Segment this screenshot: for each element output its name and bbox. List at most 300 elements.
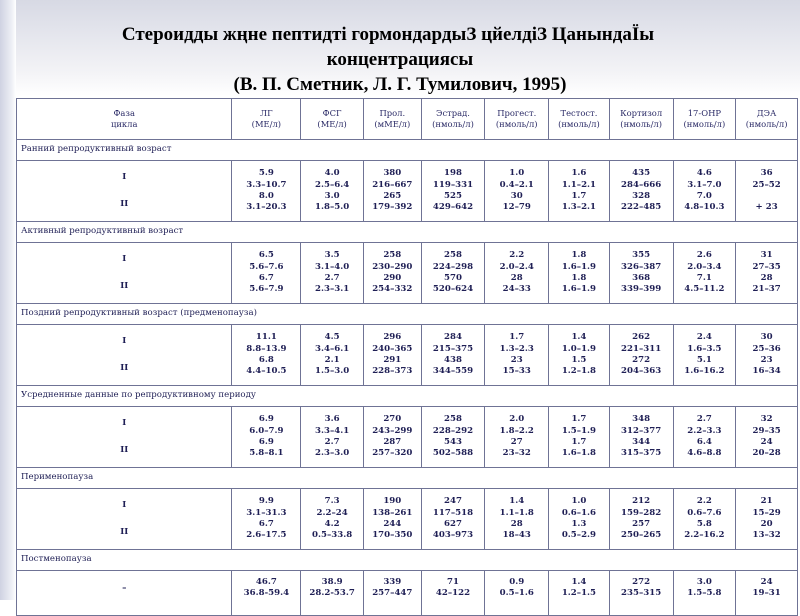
section-row (17, 304, 798, 325)
cell-value: 15–29 (752, 507, 781, 518)
cell-value (736, 191, 797, 202)
cell-value: 228–373 (372, 366, 413, 377)
cell-value: 1.0 (571, 496, 587, 507)
cell-value: 258 (383, 250, 402, 261)
cell-value: 1.8 (571, 250, 587, 261)
column-unit: (нмоль/л) (745, 119, 788, 129)
cell-value: 1.5–3.0 (315, 366, 350, 377)
phase-cell (17, 325, 232, 386)
column-name: Эстрад. (436, 107, 470, 118)
cell-value: 240–365 (372, 343, 413, 354)
value-cell (232, 243, 301, 304)
column-header (609, 99, 673, 140)
cell-value: 502–588 (432, 448, 474, 459)
column-header (301, 99, 364, 140)
cell-value: 42–122 (435, 588, 471, 599)
value-cell (485, 489, 549, 550)
phase-label: I (122, 417, 127, 428)
cell-value: 2.2–3.3 (687, 425, 722, 436)
cell-value: 3.1–4.0 (315, 261, 350, 272)
phase-label: I (122, 171, 127, 182)
cell-value: 344–559 (432, 366, 474, 377)
cell-value: 13–32 (752, 530, 781, 541)
column-name: Прол. (379, 107, 406, 118)
cell-value: 212 (632, 496, 651, 507)
value-cell (421, 571, 485, 616)
cell-value: 2.5–6.4 (315, 179, 350, 190)
section-title: Усредненные данные по репродуктивному периоду (17, 386, 798, 407)
value-cell (485, 243, 549, 304)
cell-value: 7.3 (324, 496, 340, 507)
cell-value: 117–518 (432, 507, 474, 518)
cell-value: 258 (444, 250, 462, 261)
cell-value: 380 (383, 168, 402, 179)
cell-value: 4.5–11.2 (684, 284, 725, 295)
cell-value: 216–667 (372, 179, 413, 190)
cell-value: 30 (510, 191, 523, 201)
value-cell (301, 325, 364, 386)
cell-value: 6.4 (696, 437, 712, 447)
column-header (549, 99, 610, 140)
value-cell (485, 571, 549, 616)
cell-value: 2.6–17.5 (246, 530, 287, 541)
cell-value: 20–28 (752, 448, 781, 459)
cell-value: 6.5 (258, 250, 274, 261)
cell-value: 1.7 (509, 332, 525, 343)
cell-value: 8.8–13.9 (246, 343, 287, 354)
cell-value: 2.0 (509, 414, 525, 425)
value-cell (549, 571, 610, 616)
cell-value: 221–311 (621, 343, 662, 354)
column-unit: (МЕ/л) (317, 119, 347, 129)
cell-value: 1.3–2.3 (499, 343, 534, 354)
cell-value: 1.4 (509, 496, 525, 507)
cell-value: 339–399 (621, 284, 662, 295)
cell-value: 19–31 (752, 588, 781, 599)
value-cell (549, 243, 610, 304)
cell-value: 1.7 (571, 414, 587, 425)
section-row (17, 386, 798, 407)
cell-value: 3.3–10.7 (246, 179, 287, 190)
column-name: ЛГ (260, 107, 273, 118)
cell-value: 23–32 (502, 448, 531, 459)
cell-value: 23 (510, 355, 523, 365)
cell-value: 6.7 (258, 519, 274, 529)
cell-value: 1.5 (571, 355, 587, 365)
value-cell (549, 161, 610, 222)
cell-value: 5.1 (696, 355, 712, 365)
cell-value: 627 (444, 519, 462, 529)
value-cell (363, 325, 421, 386)
section-title: Поздний репродуктивный возраст (предменопауза) (17, 304, 798, 325)
section-title: Постменопауза (17, 550, 798, 571)
cell-value: 1.6–1.9 (561, 284, 597, 295)
cell-value: 287 (383, 437, 402, 447)
cell-value: 0.6–1.6 (561, 507, 597, 518)
value-cell (363, 489, 421, 550)
value-cell (736, 243, 798, 304)
cell-value: 27–35 (752, 261, 781, 272)
cell-value: 265 (383, 191, 402, 201)
value-cell (421, 489, 485, 550)
cell-value: 36.8-59.4 (243, 588, 290, 599)
cell-value: 1.1–2.1 (561, 179, 597, 190)
cell-value: 0.5–33.8 (312, 530, 353, 541)
cell-value: 6.9 (258, 414, 274, 425)
value-cell (421, 407, 485, 468)
cell-value: 71 (447, 577, 459, 587)
cell-value: 190 (383, 496, 402, 507)
value-cell (736, 571, 798, 616)
cell-value: 5.8 (696, 519, 712, 529)
cell-value: 355 (632, 250, 651, 261)
column-header (232, 99, 301, 140)
table-row (17, 325, 798, 386)
cell-value: 543 (444, 437, 462, 447)
cell-value: 326–387 (621, 261, 662, 272)
title-line-2: концентрациясы (326, 49, 474, 70)
cell-value: 1.0 (509, 168, 525, 179)
cell-value: 1.5–5.8 (687, 588, 722, 599)
column-header (17, 99, 232, 140)
phase-cell (17, 571, 232, 616)
cell-value: 222–485 (621, 202, 662, 213)
cell-value: 339 (383, 577, 402, 587)
phase-label: II (120, 363, 129, 373)
cell-value: 4.8–10.3 (684, 202, 725, 213)
cell-value: 296 (383, 332, 402, 343)
cell-value: 2.3–3.1 (315, 284, 350, 295)
cell-value: 284 (444, 332, 462, 343)
column-unit: цикла (110, 119, 138, 129)
cell-value: 258 (444, 414, 462, 425)
cell-value: 254–332 (372, 284, 413, 295)
cell-value: 0.4–2.1 (499, 179, 534, 190)
column-unit: (нмоль/л) (620, 119, 662, 129)
cell-value: 31 (760, 250, 773, 261)
phase-cell (17, 407, 232, 468)
value-cell (301, 571, 364, 616)
cell-value: 2.4 (696, 332, 712, 343)
cell-value: 2.7 (324, 437, 340, 447)
section-title: Ранний репродуктивный возраст (17, 140, 798, 161)
value-cell (301, 407, 364, 468)
column-name: Прогест. (497, 107, 537, 118)
cell-value: 2.1 (324, 355, 340, 365)
column-unit: (МЕ/л) (251, 119, 282, 129)
cell-value: 0.5–1.6 (499, 588, 534, 599)
value-cell (301, 489, 364, 550)
phase-label: I (122, 335, 127, 346)
value-cell (736, 161, 798, 222)
cell-value: 2.7 (324, 273, 340, 283)
cell-value: 2.7 (696, 414, 712, 425)
value-cell (609, 571, 673, 616)
section-row (17, 550, 798, 571)
cell-value: 8.0 (258, 191, 274, 201)
cell-value: 344 (632, 437, 651, 447)
table-body (17, 140, 798, 616)
cell-value: + 23 (755, 202, 778, 213)
cell-value: 1.6–1.9 (561, 261, 597, 272)
cell-value: 1.4 (571, 577, 587, 587)
cell-value: 5.6–7.6 (249, 261, 284, 272)
cell-value: 21–37 (752, 284, 781, 295)
cell-value: 24 (760, 577, 773, 587)
column-name: ФСГ (322, 107, 342, 118)
cell-value: 204–363 (621, 366, 662, 377)
cell-value: 4.6–8.8 (687, 448, 722, 459)
cell-value: 28 (510, 273, 523, 283)
value-cell (673, 407, 736, 468)
phase-label: II (120, 527, 129, 537)
phase-cell (17, 161, 232, 222)
cell-value: 3.4–6.1 (315, 343, 350, 354)
cell-value: 29–35 (752, 425, 781, 436)
cell-value: 403–973 (432, 530, 474, 541)
table-header-row (17, 99, 798, 140)
cell-value: 1.3 (571, 519, 587, 529)
column-header (736, 99, 798, 140)
cell-value: 243–299 (372, 425, 413, 436)
cell-value: 328 (632, 191, 651, 201)
phase-label: I (122, 499, 127, 510)
cell-value: 159–282 (621, 507, 662, 518)
cell-value: 315–375 (621, 448, 662, 459)
value-cell (736, 325, 798, 386)
cell-value: 179–392 (372, 202, 413, 213)
value-cell (673, 571, 736, 616)
cell-value: 435 (632, 168, 651, 179)
value-cell (421, 161, 485, 222)
value-cell (363, 161, 421, 222)
slide-title (40, 22, 760, 97)
value-cell (609, 243, 673, 304)
cell-value: 4.5 (324, 332, 340, 343)
cell-value: 235–315 (621, 588, 662, 599)
table-row (17, 407, 798, 468)
cell-value: 1.7 (571, 191, 587, 201)
cell-value: 2.2 (509, 250, 525, 261)
column-header (673, 99, 736, 140)
hormone-table (16, 98, 798, 616)
cell-value: 7.0 (696, 191, 712, 201)
cell-value: 4.0 (324, 168, 340, 179)
cell-value: 2.6 (696, 250, 712, 261)
cell-value: 284–666 (621, 179, 662, 190)
value-cell (736, 489, 798, 550)
cell-value: 2.2 (696, 496, 712, 507)
value-cell (363, 571, 421, 616)
cell-value: 25–36 (752, 343, 781, 354)
cell-value: 3.6 (324, 414, 340, 425)
cell-value: 1.3–2.1 (561, 202, 597, 213)
value-cell (673, 325, 736, 386)
column-unit: (мМЕ/л) (374, 119, 411, 129)
column-header (485, 99, 549, 140)
cell-value: 3.0 (324, 191, 340, 201)
cell-value: 1.7 (571, 437, 587, 447)
phase-label: I (122, 253, 127, 264)
value-cell (232, 161, 301, 222)
phase-label: II (120, 281, 129, 291)
cell-value: 28 (760, 273, 773, 283)
column-name: Фаза (113, 107, 135, 118)
cell-value: 262 (632, 332, 651, 343)
value-cell (485, 407, 549, 468)
cell-value: 224–298 (432, 261, 474, 272)
column-unit: (нмоль/л) (432, 119, 474, 129)
cell-value: 3.1–7.0 (687, 179, 722, 190)
cell-value: 2.0–3.4 (687, 261, 722, 272)
cell-value: 257–320 (372, 448, 413, 459)
column-name: Тестост. (560, 107, 598, 118)
value-cell (301, 243, 364, 304)
cell-value: 3.1–31.3 (246, 507, 287, 518)
cell-value: 257–447 (372, 588, 413, 599)
value-cell (232, 325, 301, 386)
cell-value: 138–261 (372, 507, 413, 518)
cell-value: 6.7 (258, 273, 274, 283)
cell-value: 525 (444, 191, 462, 201)
cell-value: 215–375 (432, 343, 474, 354)
column-header (363, 99, 421, 140)
cell-value: 438 (444, 355, 462, 365)
cell-value: 2.0–2.4 (499, 261, 534, 272)
cell-value: 36 (760, 168, 773, 179)
cell-value: 23 (760, 355, 773, 365)
cell-value: 24–33 (502, 284, 531, 295)
value-cell (232, 571, 301, 616)
cell-value: 1.8–5.0 (315, 202, 350, 213)
cell-value: 1.5–1.9 (561, 425, 597, 436)
cell-value: 4.2 (324, 519, 340, 529)
cell-value: 3.3–4.1 (315, 425, 350, 436)
cell-value: 198 (444, 168, 462, 179)
cell-value: 5.8–8.1 (249, 448, 284, 459)
cell-value: 119–331 (432, 179, 474, 190)
section-row (17, 222, 798, 243)
cell-value: 1.8 (571, 273, 587, 283)
cell-value: 244 (383, 519, 402, 529)
cell-value: 3.1–20.3 (246, 202, 287, 213)
value-cell (421, 325, 485, 386)
cell-value: 1.6 (571, 168, 587, 179)
cell-value: 9.9 (258, 496, 274, 507)
column-unit: (нмоль/л) (495, 119, 538, 129)
title-line-1: Стероидды жңне пептидті гормондардыЗ цйелдіЗ ЦанындаЇы (121, 24, 655, 45)
value-cell (232, 489, 301, 550)
table-row (17, 243, 798, 304)
value-cell (301, 161, 364, 222)
column-name: 17-ОНР (687, 107, 722, 118)
cell-value: 2.2–24 (316, 507, 348, 518)
phase-label: – (122, 583, 127, 593)
cell-value: 5.9 (258, 168, 274, 179)
column-unit: (нмоль/л) (558, 119, 600, 129)
column-name: Кортизол (620, 107, 663, 118)
cell-value: 520–624 (432, 284, 474, 295)
cell-value: 270 (383, 414, 402, 425)
cell-value: 570 (444, 273, 462, 283)
cell-value: 272 (632, 355, 651, 365)
cell-value: 257 (632, 519, 651, 529)
value-cell (421, 243, 485, 304)
cell-value: 28 (510, 519, 523, 529)
value-cell (609, 161, 673, 222)
cell-value: 272 (632, 577, 651, 587)
cell-value: 3.5 (324, 250, 340, 261)
column-unit: (нмоль/л) (683, 119, 726, 129)
value-cell (673, 489, 736, 550)
section-title: Перименопауза (17, 468, 798, 489)
cell-value: 170–350 (372, 530, 413, 541)
cell-value: 1.0–1.9 (561, 343, 597, 354)
cell-value: 46.7 (255, 577, 277, 587)
table-row (17, 161, 798, 222)
cell-value: 429–642 (432, 202, 474, 213)
column-name: ДЭА (756, 107, 777, 118)
cell-value: 0.9 (509, 577, 525, 587)
phase-cell (17, 243, 232, 304)
cell-value: 18–43 (502, 530, 531, 541)
cell-value: 290 (383, 273, 402, 283)
value-cell (609, 407, 673, 468)
cell-value: 25–52 (752, 179, 781, 190)
cell-value: 250–265 (621, 530, 662, 541)
cell-value: 291 (383, 355, 402, 365)
cell-value: 15–33 (502, 366, 531, 377)
column-header (421, 99, 485, 140)
cell-value: 247 (444, 496, 462, 507)
value-cell (549, 407, 610, 468)
table-row (17, 571, 798, 616)
value-cell (736, 407, 798, 468)
cell-value: 230–290 (372, 261, 413, 272)
cell-value: 228–292 (432, 425, 474, 436)
cell-value: 5.6–7.9 (249, 284, 284, 295)
value-cell (363, 407, 421, 468)
value-cell (363, 243, 421, 304)
value-cell (609, 325, 673, 386)
value-cell (549, 325, 610, 386)
value-cell (609, 489, 673, 550)
value-cell (485, 161, 549, 222)
cell-value: 38.9 (321, 577, 343, 587)
phase-cell (17, 489, 232, 550)
cell-value: 30 (760, 332, 773, 343)
cell-value: 28.2-53.7 (309, 588, 355, 599)
value-cell (549, 489, 610, 550)
section-title: Активный репродуктивный возраст (17, 222, 798, 243)
cell-value: 12–79 (502, 202, 531, 213)
cell-value: 2.2–16.2 (684, 530, 725, 541)
phase-label: II (120, 445, 129, 455)
cell-value: 32 (760, 414, 773, 425)
cell-value: 348 (632, 414, 651, 425)
cell-value: 1.8–2.2 (499, 425, 534, 436)
cell-value: 2.3–3.0 (315, 448, 350, 459)
cell-value: 16–34 (752, 366, 781, 377)
cell-value: 3.0 (696, 577, 712, 587)
section-row (17, 468, 798, 489)
cell-value: 1.4 (571, 332, 587, 343)
cell-value: 1.2–1.5 (561, 588, 597, 599)
value-cell (232, 407, 301, 468)
section-row (17, 140, 798, 161)
cell-value: 4.4–10.5 (246, 366, 287, 377)
cell-value: 21 (760, 496, 773, 507)
